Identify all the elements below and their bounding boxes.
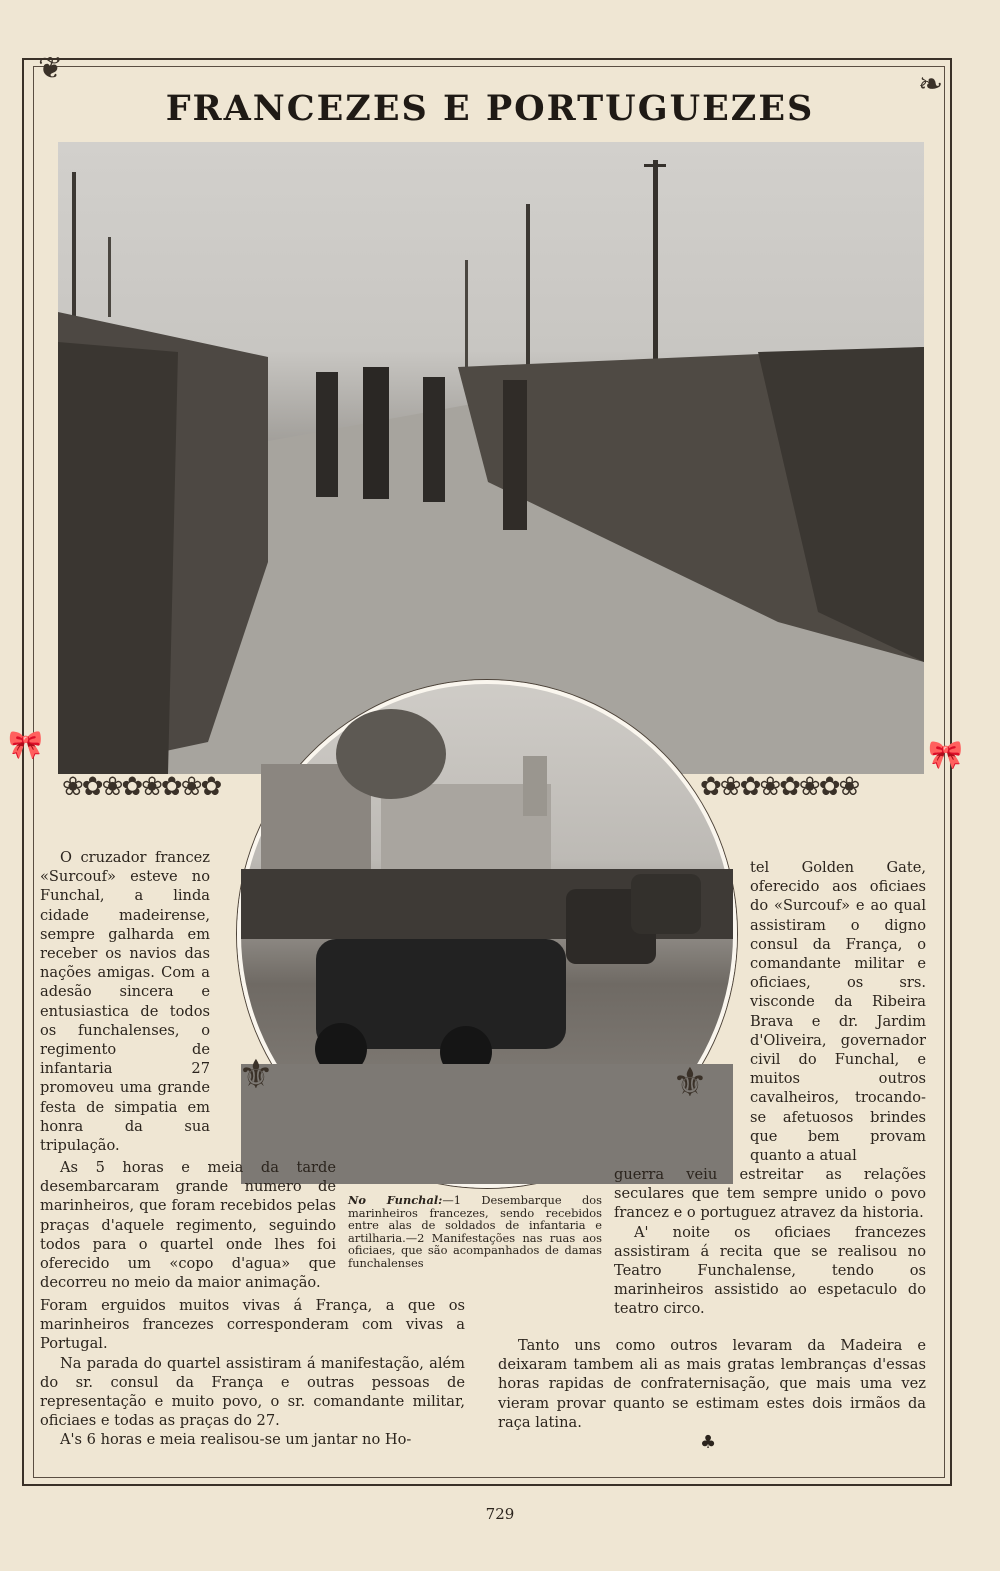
- article-col-left-full: [40, 1296, 465, 1450]
- sailor: [423, 377, 445, 502]
- lamp-post: [465, 260, 468, 370]
- sailor: [316, 372, 338, 497]
- lamp-post: [72, 172, 76, 332]
- church-tower: [523, 756, 547, 816]
- photo-street-drawing: [241, 684, 733, 1184]
- photo-street-motorcars: [237, 680, 737, 1188]
- article-col-left-wide: [40, 1158, 336, 1292]
- article-col-left-narrow: [40, 848, 210, 1155]
- caption-lead: No Funchal:: [348, 1193, 443, 1207]
- end-ornament-icon: ♣: [700, 1432, 717, 1453]
- article-paragraph: A' noite os oficiaes francezes assistiram á recita que se realisou no Teatro Funchalense, tendo os marinheiros assistido ao espetaculo do teatro circo.: [614, 1223, 926, 1318]
- article-paragraph: Foram erguidos muitos vivas á França, a que os marinheiros francezes corresponderam com vivas a Portugal.: [40, 1297, 465, 1353]
- article-paragraph: As 5 horas e meia da tarde desembarcaram grande numero de marinheiros, que foram recebidos pelas praças d'aquele regimento, seguindo todos para o quartel onde lhes foi oferecido um «copo d'agua» que decorreu no meio da maior animação.: [40, 1159, 336, 1292]
- article-paragraph: A's 6 horas e meia realisou-se um jantar no Ho-: [60, 1431, 412, 1449]
- fan-ornament-icon: ⚜: [672, 1060, 708, 1106]
- photo-caption: [348, 1194, 602, 1270]
- article-paragraph: guerra veiu estreitar as relações seculares que tem sempre unido o povo francez e o portuguez atravez da historia.: [614, 1166, 926, 1222]
- article-col-right-narrow: [750, 858, 926, 1165]
- lamp-arm: [644, 164, 666, 167]
- ribbon-bow-icon: 🎀: [928, 738, 963, 771]
- article-paragraph: O cruzador francez «Surcouf» esteve no Funchal, a linda cidade madeirense, sempre galharda em receber os navios das nações amigas. Com a adesão sincera e entusiastica de todos os funchalenses, o regimento de infantaria 27 promoveu uma grande festa de simpatia em honra da sua tripulação.: [40, 849, 210, 1155]
- article-paragraph: Na parada do quartel assistiram á manifestação, além do sr. consul da França e outras pessoas de representação e muito povo, o sr. comandante militar, oficiaes e todas as praças do 27.: [40, 1354, 465, 1430]
- corner-ornament-icon: ❧: [918, 67, 944, 102]
- officer: [503, 380, 527, 530]
- lamp-post: [108, 237, 111, 317]
- article-col-right-full: [498, 1336, 926, 1432]
- flower-garland-icon: ✿❀✿❀✿❀✿❀: [700, 772, 859, 802]
- corner-ornament-icon: ❦: [38, 51, 64, 86]
- flower-garland-icon: ❀✿❀✿❀✿❀✿: [62, 772, 221, 802]
- sailor: [363, 367, 389, 499]
- page-title: FRANCEZES E PORTUGUEZES: [165, 88, 815, 129]
- lamp-post: [653, 160, 658, 375]
- article-paragraph: tel Golden Gate, oferecido aos oficiaes do «Surcouf» e ao qual assistiram o digno consul da França, o comandante militar e oficiaes, os srs. visconde da Ribeira Brava e dr. Jardim d'Oliveira, governador civil do Funchal, e muitos outros cavalheiros, trocando-se afetuosos brindes que bem provam quanto a atual: [750, 859, 926, 1165]
- page-number: 729: [485, 1505, 515, 1523]
- soldiers-left-front: [58, 342, 178, 774]
- fan-ornament-icon: ⚜: [238, 1052, 274, 1098]
- article-paragraph: Tanto uns como outros levaram da Madeira e deixaram tambem ali as mais gratas lembranças d'essas horas rapidas de confraternisação, que mais uma vez vieram provar quanto se estimam estes dois irmãos da raça latina.: [498, 1337, 926, 1431]
- ribbon-bow-icon: 🎀: [8, 728, 43, 761]
- article-col-right-wide: [614, 1165, 926, 1318]
- motorcar: [631, 874, 701, 934]
- lamp-post: [526, 204, 530, 374]
- caption-text: —1 Desembarque dos marinheiros francezes, sendo recebidos entre alas de soldados de infantaria e artilharia.—2 Manifestações nas ruas aos oficiaes, que são acompanhados de damas funchalenses: [348, 1193, 602, 1270]
- tree: [336, 709, 446, 799]
